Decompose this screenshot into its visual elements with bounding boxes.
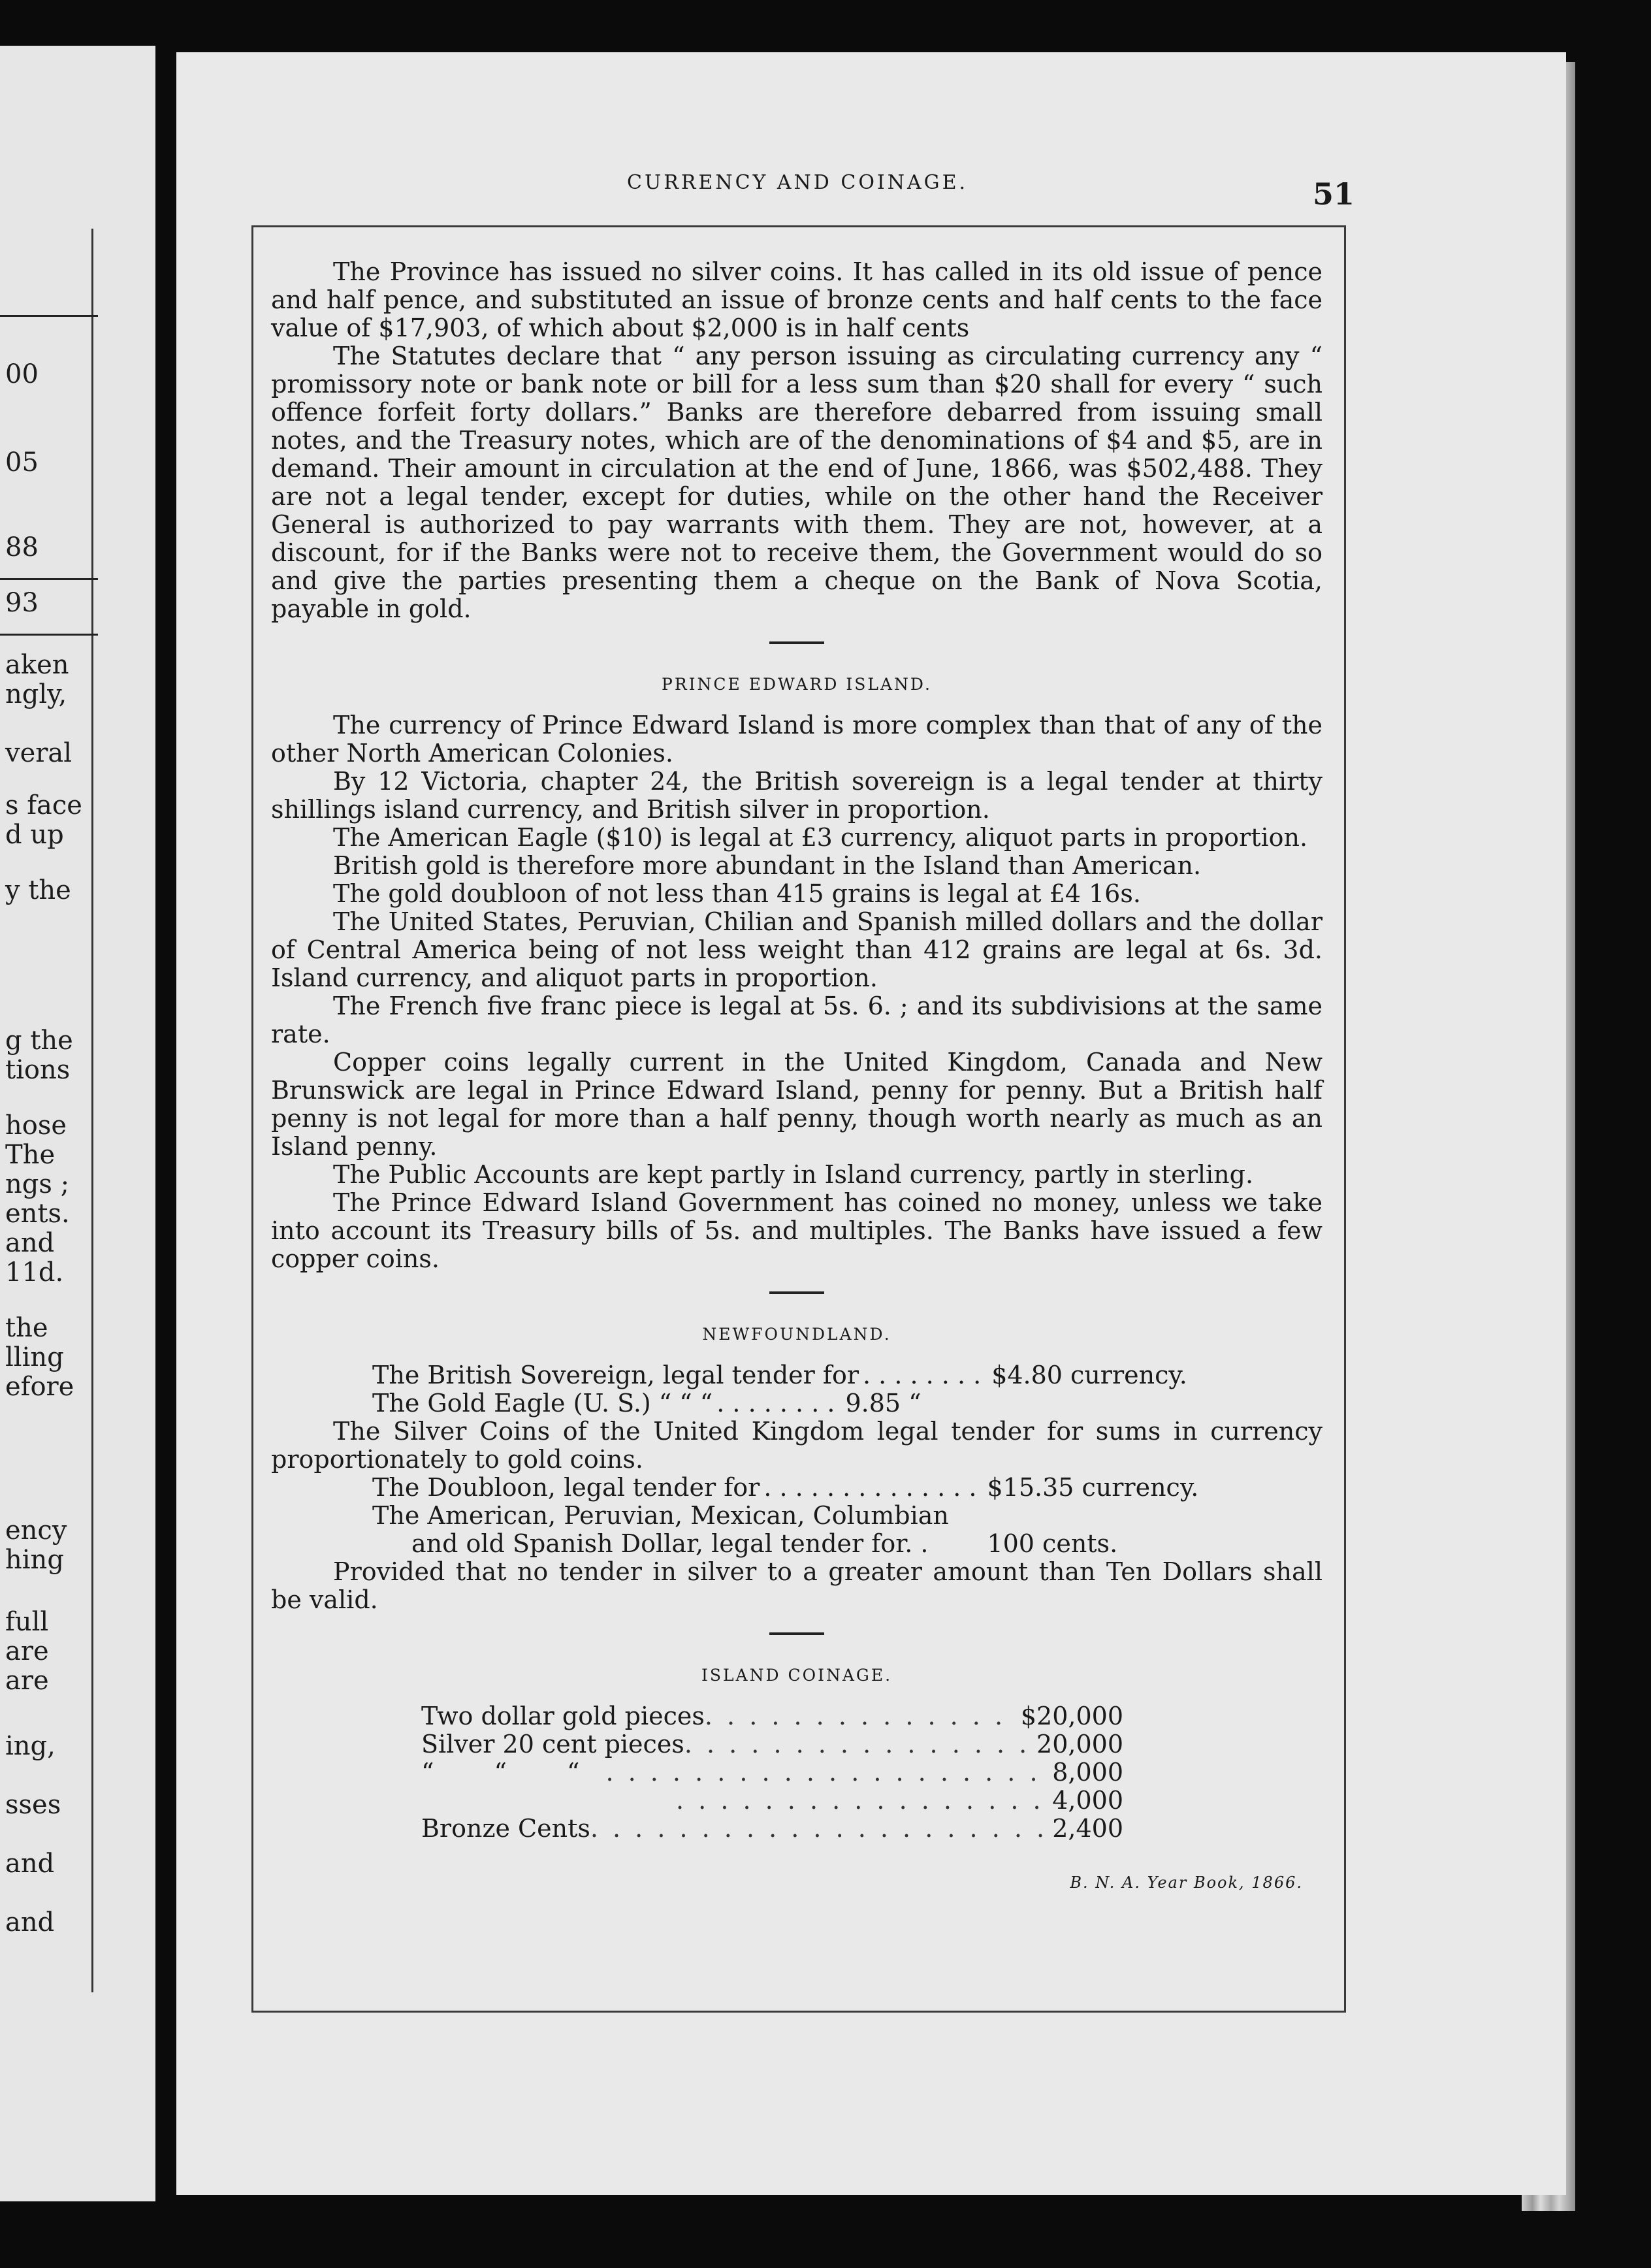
paragraph: The Province has issued no silver coins. It has called in its old issue of pence and half pence, and substituted an issue of bronze cents and half cents to the face value of $17,903, of which about $2,000 is in half cents (271, 257, 1322, 342)
left-fragment: ents. (5, 1199, 70, 1229)
tender-label: and old Spanish Dollar, legal tender for. . (411, 1529, 929, 1558)
left-fragment: aken (5, 650, 69, 680)
table-rule (0, 578, 98, 580)
coinage-row (421, 1730, 1123, 1758)
paragraph: Provided that no tender in silver to a greater amount than Ten Dollars shall be valid. (271, 1557, 1322, 1614)
coinage-amount: $20,000 (1020, 1702, 1123, 1730)
paragraph: The gold doubloon of not less than 415 grains is legal at £4 16s. (333, 879, 1141, 908)
left-fragment: ing, (5, 1731, 56, 1761)
coinage-amount: 8,000 (1052, 1758, 1123, 1787)
tender-label: The American, Peruvian, Mexican, Columbian (372, 1501, 949, 1530)
left-fragment: The (5, 1140, 56, 1170)
paragraph: The Public Accounts are kept partly in Island currency, partly in sterling. (333, 1160, 1254, 1189)
source-citation: B. N. A. Year Book, 1866. (1070, 1873, 1303, 1892)
left-fragment: g the (5, 1026, 73, 1056)
tender-line-american (271, 1502, 1322, 1530)
coinage-label: Two dollar gold pieces (421, 1702, 705, 1730)
section-divider (769, 641, 824, 644)
left-fragment: are (5, 1666, 49, 1696)
left-fragment: 05 (5, 447, 39, 478)
tender-value: 100 cents. (987, 1529, 1118, 1558)
paragraph: Copper coins legally current in the United Kingdom, Canada and New Brunswick are legal in Prince Edward Island, penny for penny. But a British half penny is not legal for more than a half penny, though worth nearly as much as an Island penny. (271, 1048, 1322, 1161)
left-fragment: veral (5, 738, 72, 768)
paragraph: The United States, Peruvian, Chilian and Spanish milled dollars and the dollar of Central America being of not less weight than 412 grains are legal at 6s. 3d. Island currency, and aliquot parts in proportion. (271, 907, 1322, 992)
tender-value: $15.35 currency. (987, 1473, 1199, 1502)
left-fragment: ngly, (5, 679, 67, 709)
paragraph: The American Eagle ($10) is legal at £3 currency, aliquot parts in proportion. (333, 823, 1308, 852)
tender-label: The Gold Eagle (U. S.) “ “ “ (372, 1389, 713, 1418)
left-fragment: sses (5, 1790, 61, 1820)
coinage-row (421, 1702, 1123, 1730)
left-fragment: full (5, 1607, 49, 1637)
left-fragment: ency (5, 1515, 67, 1546)
leader-dots (676, 1787, 1050, 1815)
tender-value: 9.85 “ (845, 1389, 922, 1418)
section-divider (769, 1291, 824, 1294)
tender-label: The British Sovereign, legal tender for (372, 1361, 859, 1389)
section-heading: PRINCE EDWARD ISLAND. (662, 675, 932, 694)
left-facing-page (0, 46, 155, 2201)
coinage-label: Bronze Cents (421, 1814, 590, 1843)
table-rule (0, 634, 98, 636)
table-rule (0, 315, 98, 317)
paragraph: The French five franc piece is legal at 5s. 6. ; and its subdivisions at the same rate. (271, 992, 1322, 1048)
left-fragment: and (5, 1849, 55, 1879)
page-fold-shadow (91, 229, 93, 1992)
coinage-row (421, 1815, 1123, 1843)
paragraph: British gold is therefore more abundant in the Island than American. (333, 851, 1202, 880)
left-fragment: d up (5, 820, 64, 850)
leader-dots (590, 1815, 1050, 1843)
section-heading: ISLAND COINAGE. (701, 1666, 893, 1685)
leader-dots: . . . . . . . . . . . . . . (763, 1473, 977, 1502)
paragraph: The Prince Edward Island Government has coined no money, unless we take into account its Treasury bills of 5s. and multiples. The Banks have issued a few copper coins. (271, 1188, 1322, 1273)
left-fragment: lling (5, 1342, 64, 1372)
left-fragment: y the (5, 875, 71, 905)
coinage-row (421, 1758, 1123, 1787)
running-head: CURRENCY AND COINAGE. (627, 171, 969, 194)
section-heading: NEWFOUNDLAND. (702, 1325, 891, 1344)
left-fragment: 93 (5, 588, 39, 618)
leader-dots (605, 1758, 1050, 1787)
page-number: 51 (1313, 176, 1355, 212)
coinage-amount: 20,000 (1036, 1730, 1123, 1758)
left-fragment: 88 (5, 532, 39, 562)
left-fragment: tions (5, 1055, 71, 1085)
leader-dots: . . . . . . . . (863, 1361, 982, 1389)
paragraph: By 12 Victoria, chapter 24, the British sovereign is a legal tender at thirty shillings island currency, and British silver in proportion. (271, 767, 1322, 824)
paragraph: The Silver Coins of the United Kingdom legal tender for sums in currency proportionately to gold coins. (271, 1417, 1322, 1474)
tender-line-doubloon (271, 1474, 1322, 1502)
left-fragment: the (5, 1313, 48, 1343)
coinage-amount: 2,400 (1052, 1814, 1123, 1843)
coinage-label (421, 1787, 676, 1815)
left-fragment: and (5, 1907, 55, 1937)
page-body (271, 258, 1322, 1897)
tender-line-eagle (271, 1389, 1322, 1418)
paragraph: The currency of Prince Edward Island is more complex than that of any of the other North American Colonies. (271, 711, 1322, 768)
coinage-label: “ “ “ (421, 1758, 606, 1787)
section-divider (769, 1632, 824, 1635)
tender-label: The Doubloon, legal tender for (372, 1473, 760, 1502)
left-fragment: and (5, 1228, 55, 1258)
left-fragment: hing (5, 1545, 64, 1575)
left-fragment: ngs ; (5, 1169, 70, 1199)
coinage-row (421, 1787, 1123, 1815)
leader-dots (684, 1730, 1034, 1758)
tender-line-sovereign (271, 1361, 1322, 1389)
left-fragment: 11d. (5, 1257, 64, 1288)
left-fragment: are (5, 1636, 49, 1666)
left-fragment: 00 (5, 359, 39, 389)
tender-line-american-cont (271, 1530, 1322, 1558)
tender-value: $4.80 currency. (991, 1361, 1187, 1389)
leader-dots (705, 1702, 1018, 1730)
left-fragment: efore (5, 1372, 74, 1402)
coinage-table (421, 1702, 1123, 1843)
left-fragment: s face (5, 790, 82, 820)
coinage-label: Silver 20 cent pieces (421, 1730, 684, 1758)
left-fragment: hose (5, 1110, 67, 1141)
coinage-amount: 4,000 (1052, 1786, 1123, 1815)
paragraph: The Statutes declare that “ any person issuing as circulating currency any “ promissory note or bank note or bill for a less sum than $20 shall for every “ such offence forfeit forty dollars.” Banks are therefore debarred from issuing small notes, and the Treasury notes, which are of the denominations of $4 and $5, are in demand. Their amount in circulation at the end of June, 1866, was $502,488. They are not a legal tender, except for duties, while on the other hand the Receiver General is authorized to pay warrants with them. They are not, however, at a discount, for if the Banks were not to receive them, the Government would do so and give the parties presenting them a cheque on the Bank of Nova Scotia, payable in gold. (271, 342, 1322, 623)
leader-dots: . . . . . . . . (716, 1389, 835, 1418)
